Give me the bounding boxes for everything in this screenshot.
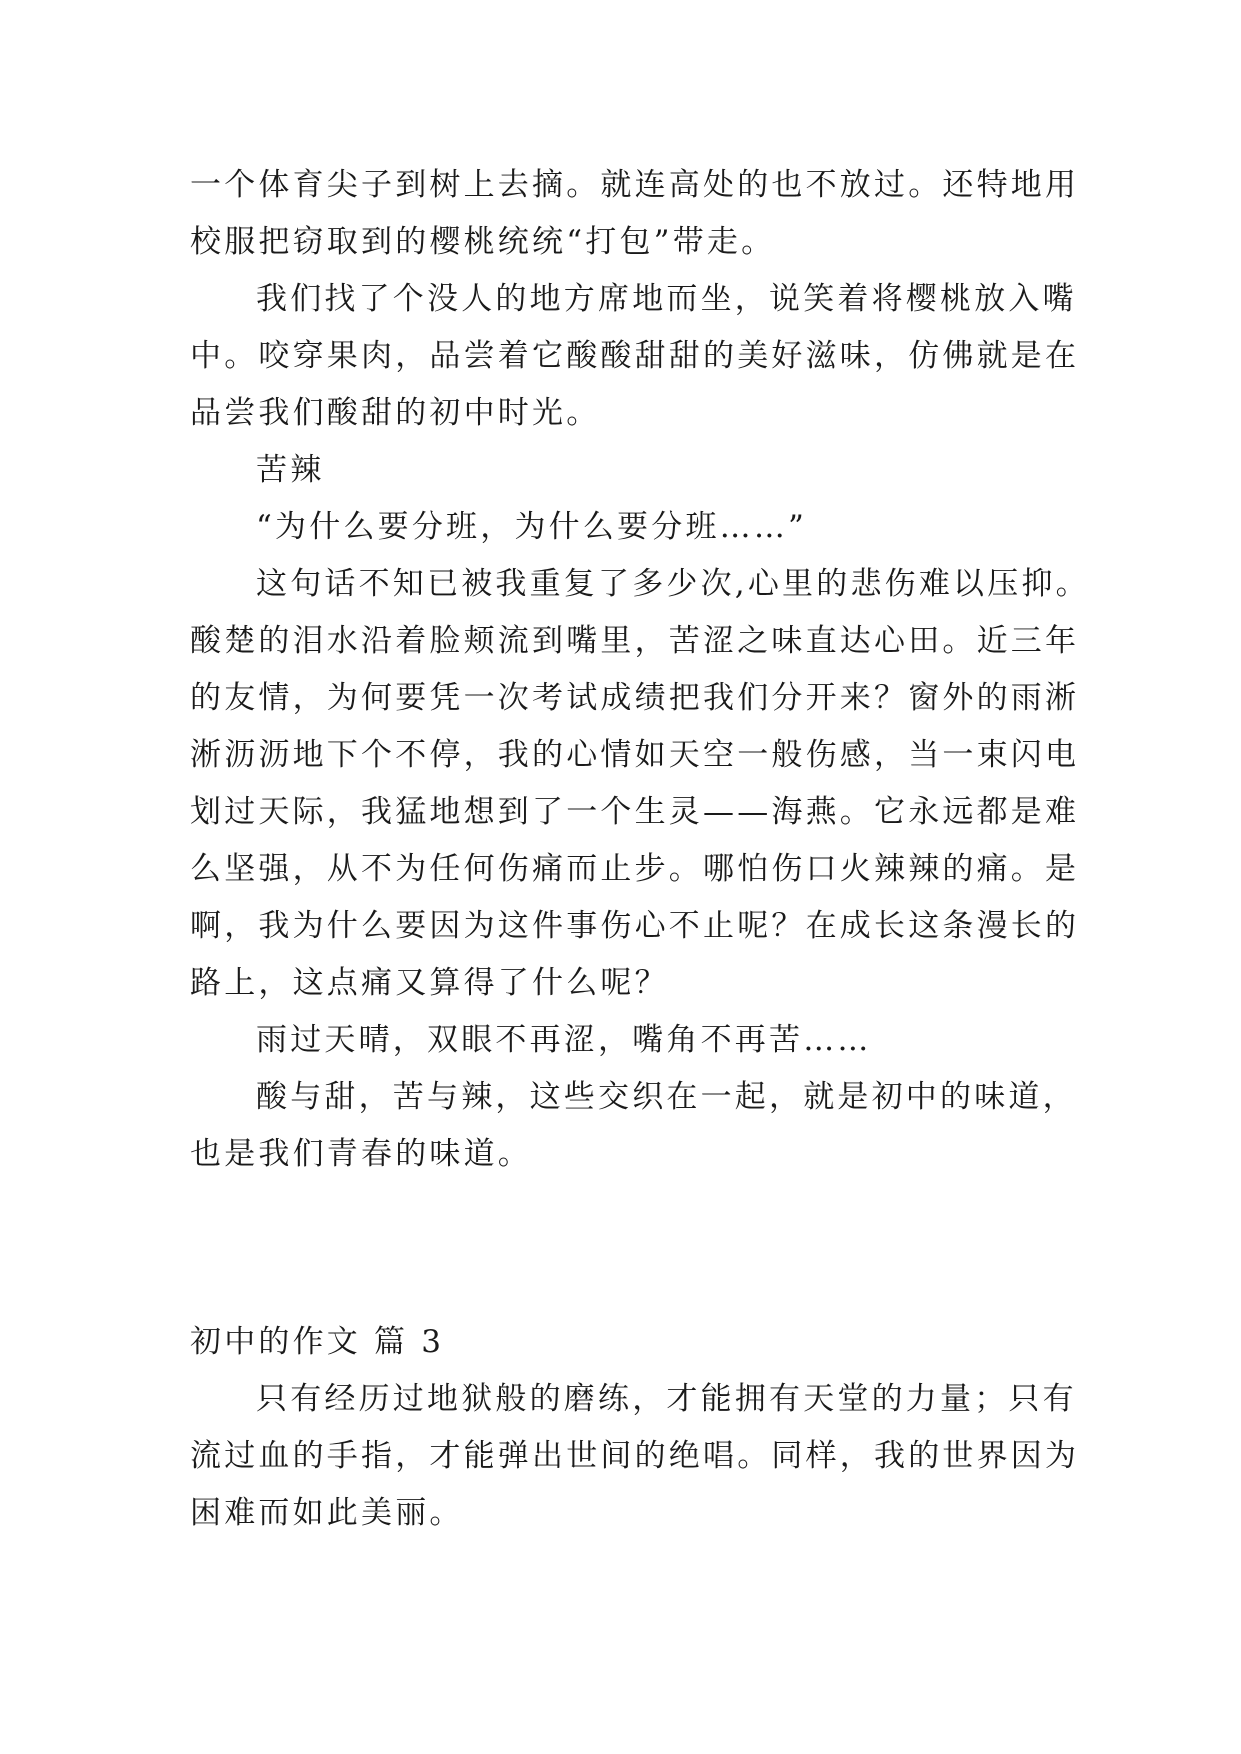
paragraph-start-line: 只有经历过地狱般的磨练，才能拥有天堂的力量；只有: [256, 1381, 1077, 1417]
text-line: 困难而如此美丽。: [190, 1495, 464, 1531]
paragraph-start-line: 雨过天晴，双眼不再涩，嘴角不再苦……: [256, 1022, 872, 1058]
text-line: 划过天际，我猛地想到了一个生灵——海燕。它永远都是难: [190, 794, 1080, 830]
text-line: 么坚强，从不为任何伤痛而止步。哪怕伤口火辣辣的痛。是: [190, 851, 1080, 887]
text-line: 也是我们青春的味道。: [190, 1136, 532, 1172]
paragraph-start-line: “为什么要分班，为什么要分班……”: [256, 509, 808, 545]
text-line: 路上，这点痛又算得了什么呢？: [190, 965, 669, 1001]
text-line: 中。咬穿果肉，品尝着它酸酸甜甜的美好滋味，仿佛就是在: [190, 338, 1080, 374]
paragraph-start-line: 酸与甜，苦与辣，这些交织在一起，就是初中的味道，: [256, 1079, 1077, 1115]
text-line: 品尝我们酸甜的初中时光。: [190, 395, 601, 431]
text-line: 校服把窃取到的樱桃统统“打包”带走。: [190, 224, 776, 260]
text-line: 的友情，为何要凭一次考试成绩把我们分开来？窗外的雨淅: [190, 680, 1080, 716]
section-subheading: 苦辣: [256, 452, 325, 488]
text-line: 酸楚的泪水沿着脸颊流到嘴里，苦涩之味直达心田。近三年: [190, 623, 1080, 659]
text-line: 流过血的手指，才能弹出世间的绝唱。同样，我的世界因为: [190, 1438, 1080, 1474]
paragraph-start-line: 我们找了个没人的地方席地而坐，说笑着将樱桃放入嘴: [256, 281, 1077, 317]
text-line: 一个体育尖子到树上去摘。就连高处的也不放过。还特地用: [190, 167, 1080, 203]
text-line: 淅沥沥地下个不停，我的心情如天空一般伤感，当一束闪电: [190, 737, 1080, 773]
article-heading: 初中的作文 篇 3: [190, 1324, 445, 1360]
text-line: 啊，我为什么要因为这件事伤心不止呢？在成长这条漫长的: [190, 908, 1080, 944]
paragraph-start-line: 这句话不知已被我重复了多少次,心里的悲伤难以压抑。: [256, 566, 1090, 602]
